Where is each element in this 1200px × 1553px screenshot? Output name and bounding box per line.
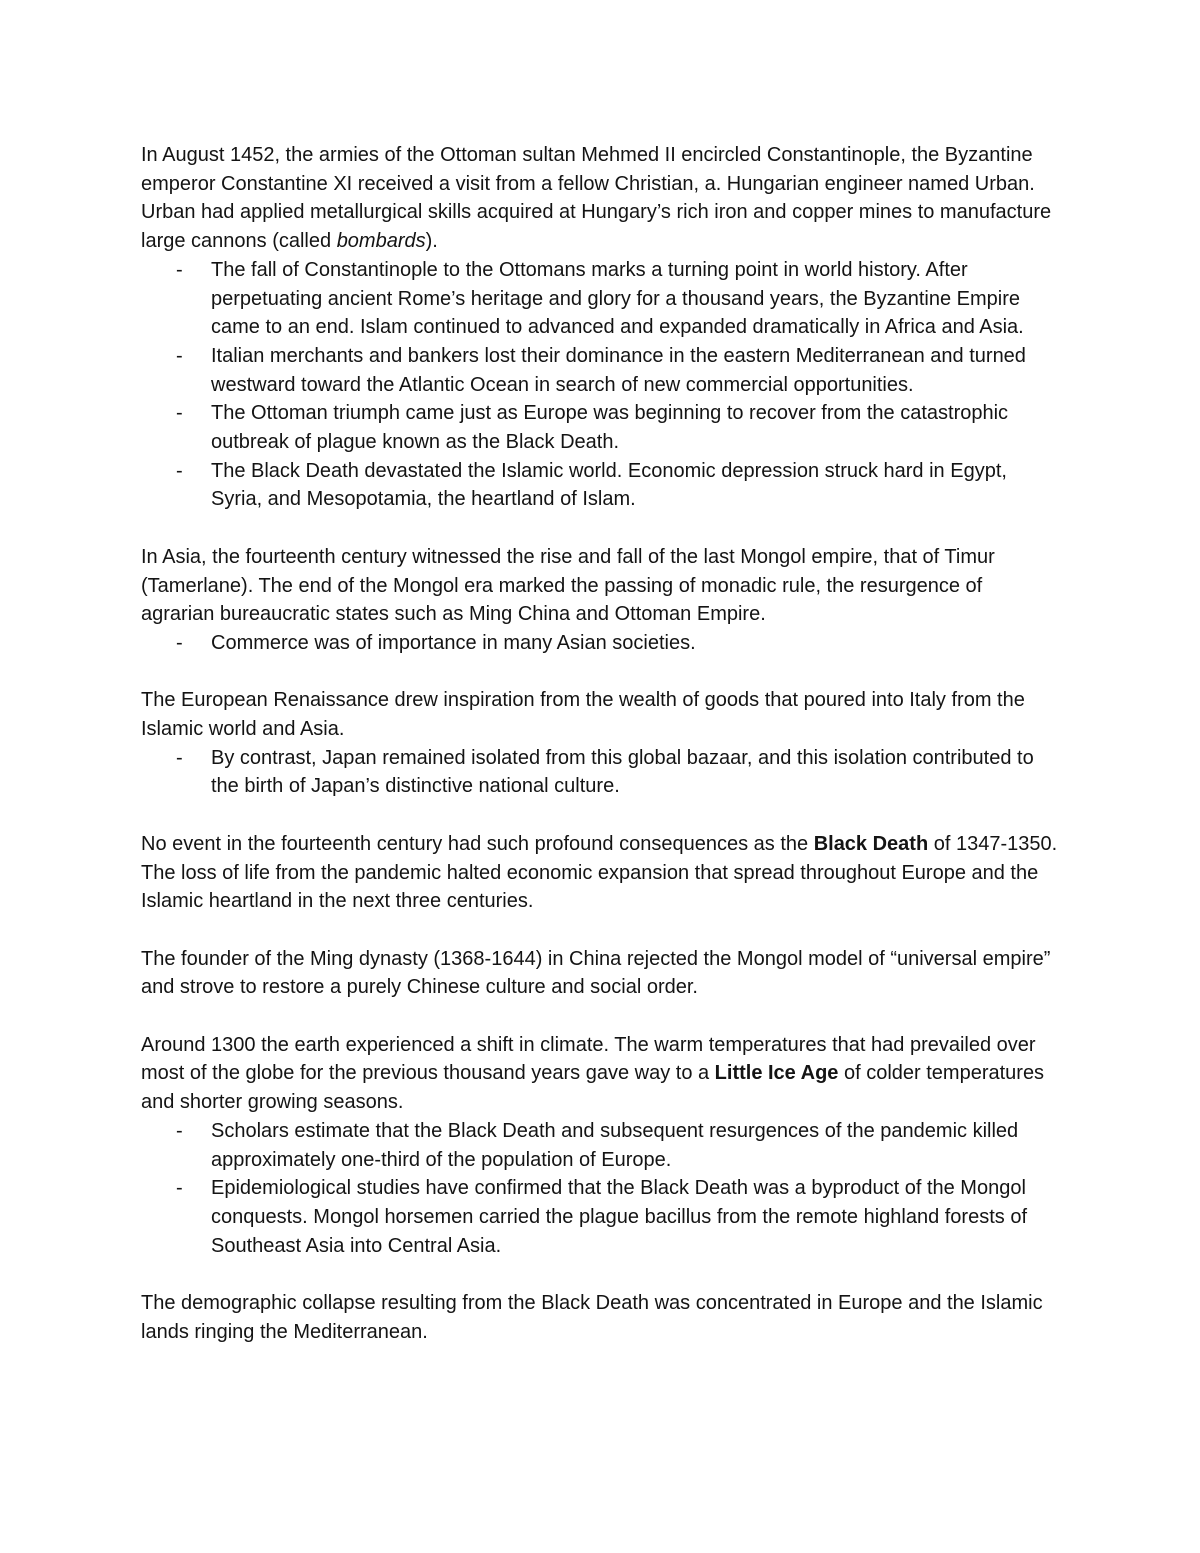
dash-bullet-icon: - [176,344,183,367]
list-item-text: Scholars estimate that the Black Death and subsequent resurgences of the pandemic killed approximately one-third of the population of Europe. [211,1119,1019,1171]
document-body [141,141,1061,1346]
list-item-text: The fall of Constantinople to the Ottomans marks a turning point in world history. After perpetuating ancient Rome’s heritage and glory for a thousand years, the Byzantine Empire came to an end. Islam continued to advanced and expanded dramatically in Africa and Asia. [211,258,1024,339]
list-item-text: By contrast, Japan remained isolated from this global bazaar, and this isolation contributed to the birth of Japan’s distinctive national culture. [211,746,1034,798]
bullet-list-constantinople [141,256,1061,514]
dash-bullet-icon: - [176,402,183,425]
list-item [141,1117,1061,1174]
list-item-text: Epidemiological studies have confirmed that the Black Death was a byproduct of the Mongol conquests. Mongol horsemen carried the plague bacillus from the remote highland forests of Southeast Asia into Central Asia. [211,1177,1028,1257]
paragraph-demographic: The demographic collapse resulting from the Black Death was concentrated in Europe and the Islamic lands ringing the Mediterranean. [141,1292,1043,1343]
italic-term: bombards [336,230,426,253]
dash-bullet-icon: - [176,258,183,281]
bullet-list-asia [141,629,1061,658]
paragraph-spacer [141,658,1061,687]
dash-bullet-icon: - [176,746,183,769]
list-item [141,342,1061,399]
dash-bullet-icon: - [176,1177,183,1200]
paragraph-spacer [141,801,1061,830]
paragraph-spacer [141,1260,1061,1289]
list-item-text: Italian merchants and bankers lost their dominance in the eastern Mediterranean and turned westward toward the Atlantic Ocean in search of new commercial opportunities. [211,344,1026,396]
paragraph-text: Around 1300 the earth experienced a shift in climate. The warm temperatures that had prevailed over most of the globe for the previous thousand years gave way to a [141,1033,1036,1085]
list-item [141,399,1061,456]
list-item [141,256,1061,342]
paragraph-text: of colder temperatures and shorter growing seasons. [141,1062,1045,1114]
paragraph-text: No event in the fourteenth century had such profound consequences as the [141,832,814,855]
paragraph-spacer [141,514,1061,543]
dash-bullet-icon: - [176,631,183,654]
paragraph-spacer [141,1002,1061,1031]
paragraph-text: ). [425,230,438,253]
list-item [141,744,1061,801]
dash-bullet-icon: - [176,1119,183,1142]
bullet-list-climate [141,1117,1061,1261]
list-item-text: The Black Death devastated the Islamic world. Economic depression struck hard in Egypt, Syria, and Mesopotamia, the heartland of Islam. [211,459,1007,511]
list-item [141,1174,1061,1260]
list-item [141,457,1061,514]
paragraph-ming: The founder of the Ming dynasty (1368-1644) in China rejected the Mongol model of “universal empire” and strove to restore a purely Chinese culture and social order. [141,947,1051,999]
paragraph-renaissance: The European Renaissance drew inspiration from the wealth of goods that poured into Italy from the Islamic world and Asia. [141,689,1025,741]
paragraph-text: of 1347-1350. The loss of life from the pandemic halted economic expansion that spread throughout Europe and the Islamic heartland in the next three centuries. [141,832,1058,913]
list-item [141,629,1061,658]
list-item-text: The Ottoman triumph came just as Europe was beginning to recover from the catastrophic outbreak of plague known as the Black Death. [211,402,1009,454]
bullet-list-renaissance [141,744,1061,801]
bold-term: Black Death [813,832,929,855]
bold-term: Little Ice Age [714,1062,839,1085]
paragraph-asia: In Asia, the fourteenth century witnessed the rise and fall of the last Mongol empire, that of Timur (Tamerlane). The end of the Mongol era marked the passing of monadic rule, the resurgence of agrarian bureaucratic states such as Ming China and Ottoman Empire. [141,545,995,626]
paragraph-text: In August 1452, the armies of the Ottoman sultan Mehmed II encircled Constantinople, the Byzantine emperor Constantine XI received a visit from a fellow Christian, a. Hungarian engineer named Urban. Urban had applied metallurgical skills acquired at Hungary’s rich iron and copper mines to manufacture large cannons (called [141,144,1052,253]
paragraph-climate [141,1031,1061,1117]
paragraph-black-death [141,830,1061,916]
paragraph-spacer [141,916,1061,945]
paragraph-constantinople [141,141,1061,256]
list-item-text: Commerce was of importance in many Asian societies. [211,631,696,654]
dash-bullet-icon: - [176,459,183,482]
